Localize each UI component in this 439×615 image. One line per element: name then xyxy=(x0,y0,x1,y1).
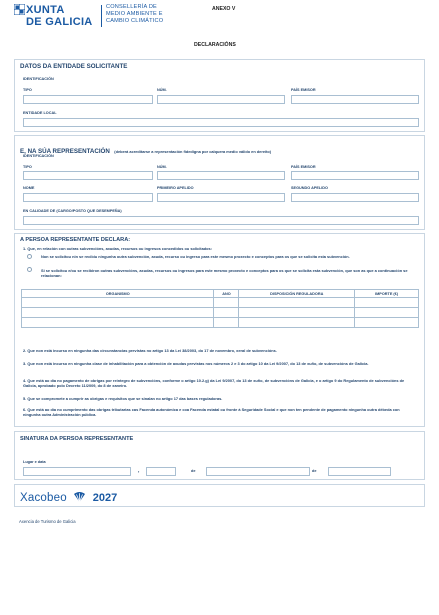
declarations-title: A PERSOA REPRESENTANTE DECLARA: xyxy=(20,237,131,243)
entity-number-field[interactable] xyxy=(157,95,285,104)
table-cell[interactable] xyxy=(239,318,355,328)
logo-line-2: DE GALICIA xyxy=(26,16,93,28)
conselleria-line-2: MEDIO AMBIENTE E xyxy=(106,11,163,17)
year-field[interactable] xyxy=(328,467,391,476)
option-no-other-aid: Non se solicitou nin se recibiu ningunha outra subvención, axuda, recurso ou ingreso para este mesmo proxecto e conceptos para os que se solicita esta subvención. xyxy=(41,254,350,259)
rep-surname1-field[interactable] xyxy=(157,193,285,202)
footer-agency: Axencia de Turismo de Galicia xyxy=(19,519,76,524)
xunta-logo-text xyxy=(26,4,93,28)
country-label: PAÍS EMISOR xyxy=(291,88,316,92)
rep-name-field[interactable] xyxy=(23,193,153,202)
rep-number-label: NÚM. xyxy=(157,165,167,169)
de-label-1: de xyxy=(191,469,196,473)
radio-no-other-aid[interactable] xyxy=(27,254,32,259)
identification-label: IDENTIFICACIÓN xyxy=(23,77,54,81)
rep-position-field[interactable] xyxy=(23,216,419,225)
table-cell[interactable] xyxy=(355,308,419,318)
rep-name-label: NOME xyxy=(23,186,35,190)
document-title: DECLARACIÓNS xyxy=(194,42,236,48)
xacobeo-logo xyxy=(20,488,117,506)
xacobeo-word: Xacobeo xyxy=(20,492,67,504)
type-label: TIPO xyxy=(23,88,32,92)
entity-section xyxy=(14,59,425,132)
number-label: NÚM. xyxy=(157,88,167,92)
rep-country-label: PAÍS EMISOR xyxy=(291,165,316,169)
rep-number-field[interactable] xyxy=(157,171,285,180)
col-amount: IMPORTE (€) xyxy=(355,290,419,298)
table-row xyxy=(22,308,419,318)
representative-section-title: E, NA SÚA REPRESENTACIÓN xyxy=(20,148,110,155)
col-regulation: DISPOSICIÓN REGULADORA xyxy=(239,290,355,298)
rep-type-label: TIPO xyxy=(23,165,32,169)
logo-divider xyxy=(101,5,102,27)
conselleria-name xyxy=(106,4,163,25)
de-label-2: de xyxy=(312,469,317,473)
comma-separator: , xyxy=(138,468,140,474)
declaration-item-6: 6. Que está ao día no cumprimento das obrigas tributarias cas Facenda autonómica e coa Facenda estatal ou fronte á Seguridade Social e que non ten pendente de pagamento ningunha outra débeda con ningunha outra Administración pública. xyxy=(23,407,400,417)
rep-identification-label: IDENTIFICACIÓN xyxy=(23,154,54,158)
representative-section xyxy=(14,135,425,230)
table-row xyxy=(22,298,419,308)
col-organism: ORGANISMO xyxy=(22,290,214,298)
table-cell[interactable] xyxy=(355,318,419,328)
table-cell[interactable] xyxy=(239,298,355,308)
table-cell[interactable] xyxy=(214,298,239,308)
entity-country-field[interactable] xyxy=(291,95,419,104)
table-cell[interactable] xyxy=(214,308,239,318)
local-entity-label: ENTIDADE LOCAL xyxy=(23,111,57,115)
other-aid-table xyxy=(21,289,419,328)
rep-surname2-label: SEGUNDO APELIDO xyxy=(291,186,328,190)
logo-line-1: XUNTA xyxy=(26,4,65,16)
representative-title-note: (deberá acreditarse a representación fidedigna por calquera medio válido en dereito) xyxy=(114,149,272,154)
annex-label: ANEXO V xyxy=(212,6,236,12)
declaration-item-5: 5. Que se compromete a cumprir as obrigas e requisitos que se sinalan no artigo 17 das bases reguladoras. xyxy=(23,396,223,401)
month-field[interactable] xyxy=(206,467,310,476)
table-cell[interactable] xyxy=(22,308,214,318)
rep-type-field[interactable] xyxy=(23,171,153,180)
table-cell[interactable] xyxy=(239,308,355,318)
xacobeo-shell-icon xyxy=(73,491,86,503)
declaration-item-1: 1. Que, en relación con outras subvencións, axudas, recursos ou ingresos concedidos ou solicitados: xyxy=(23,246,212,251)
rep-position-label: EN CALIDADE DE (CARGO/POSTO QUE DESEMPEÑA) xyxy=(23,209,122,213)
conselleria-line-3: CAMBIO CLIMÁTICO xyxy=(106,18,164,24)
place-date-label: Lugar e data xyxy=(23,460,46,464)
table-row xyxy=(22,318,419,328)
day-field[interactable] xyxy=(146,467,176,476)
rep-country-field[interactable] xyxy=(291,171,419,180)
entity-type-field[interactable] xyxy=(23,95,153,104)
table-cell[interactable] xyxy=(355,298,419,308)
representative-title-row xyxy=(20,140,271,158)
xacobeo-year: 2027 xyxy=(92,492,118,504)
declarations-section xyxy=(14,233,425,427)
xunta-logo-icon xyxy=(14,4,25,15)
declaration-item-4: 4. Que está ao día no pagamento de obrigas por reintegro de subvencións, conforme o artigo 10.2.g) da Lei 9/2007, do 13 de xuño, de subvencións de Galicia, e o artigo 9 do Regulamento de subvencións de Galicia, aprobado polo Decreto 11/2009, do 8 de xaneiro. xyxy=(23,378,405,388)
option-other-aid: Si se solicitou e/ou se recibiron outras subvencións, axudas, recursos ou ingresos para este mesmo proxecto e conceptos para os que se solicita esta subvención, que son as que a continuación se relacionan: xyxy=(41,268,408,278)
rep-surname1-label: PRIMEIRO APELIDO xyxy=(157,186,194,190)
table-cell[interactable] xyxy=(22,318,214,328)
rep-surname2-field[interactable] xyxy=(291,193,419,202)
signature-section xyxy=(14,431,425,480)
conselleria-line-1: CONSELLERÍA DE xyxy=(106,4,157,10)
local-entity-field[interactable] xyxy=(23,118,419,127)
signature-title: SINATURA DA PERSOA REPRESENTANTE xyxy=(20,436,134,442)
table-header-row xyxy=(22,290,419,298)
radio-other-aid[interactable] xyxy=(27,267,32,272)
table-cell[interactable] xyxy=(214,318,239,328)
table-cell[interactable] xyxy=(22,298,214,308)
entity-section-title: DATOS DA ENTIDADE SOLICITANTE xyxy=(20,63,128,70)
declaration-item-3: 3. Que non está incurso en ningunha clase de inhabilitación para a obtención de axudas previstas nos números 2 e 3 do artigo 10 da Lei 9/2007, do 13 de xuño, de subvencións de Galicia. xyxy=(23,361,369,366)
declaration-item-2: 2. Que non está incurso en ningunha das circunstancias previstas no artigo 13 da Lei 38/2003, do 17 de novembro, xeral de subvencións. xyxy=(23,348,277,353)
place-field[interactable] xyxy=(23,467,131,476)
col-year: ANO xyxy=(214,290,239,298)
xacobeo-banner xyxy=(14,484,425,507)
